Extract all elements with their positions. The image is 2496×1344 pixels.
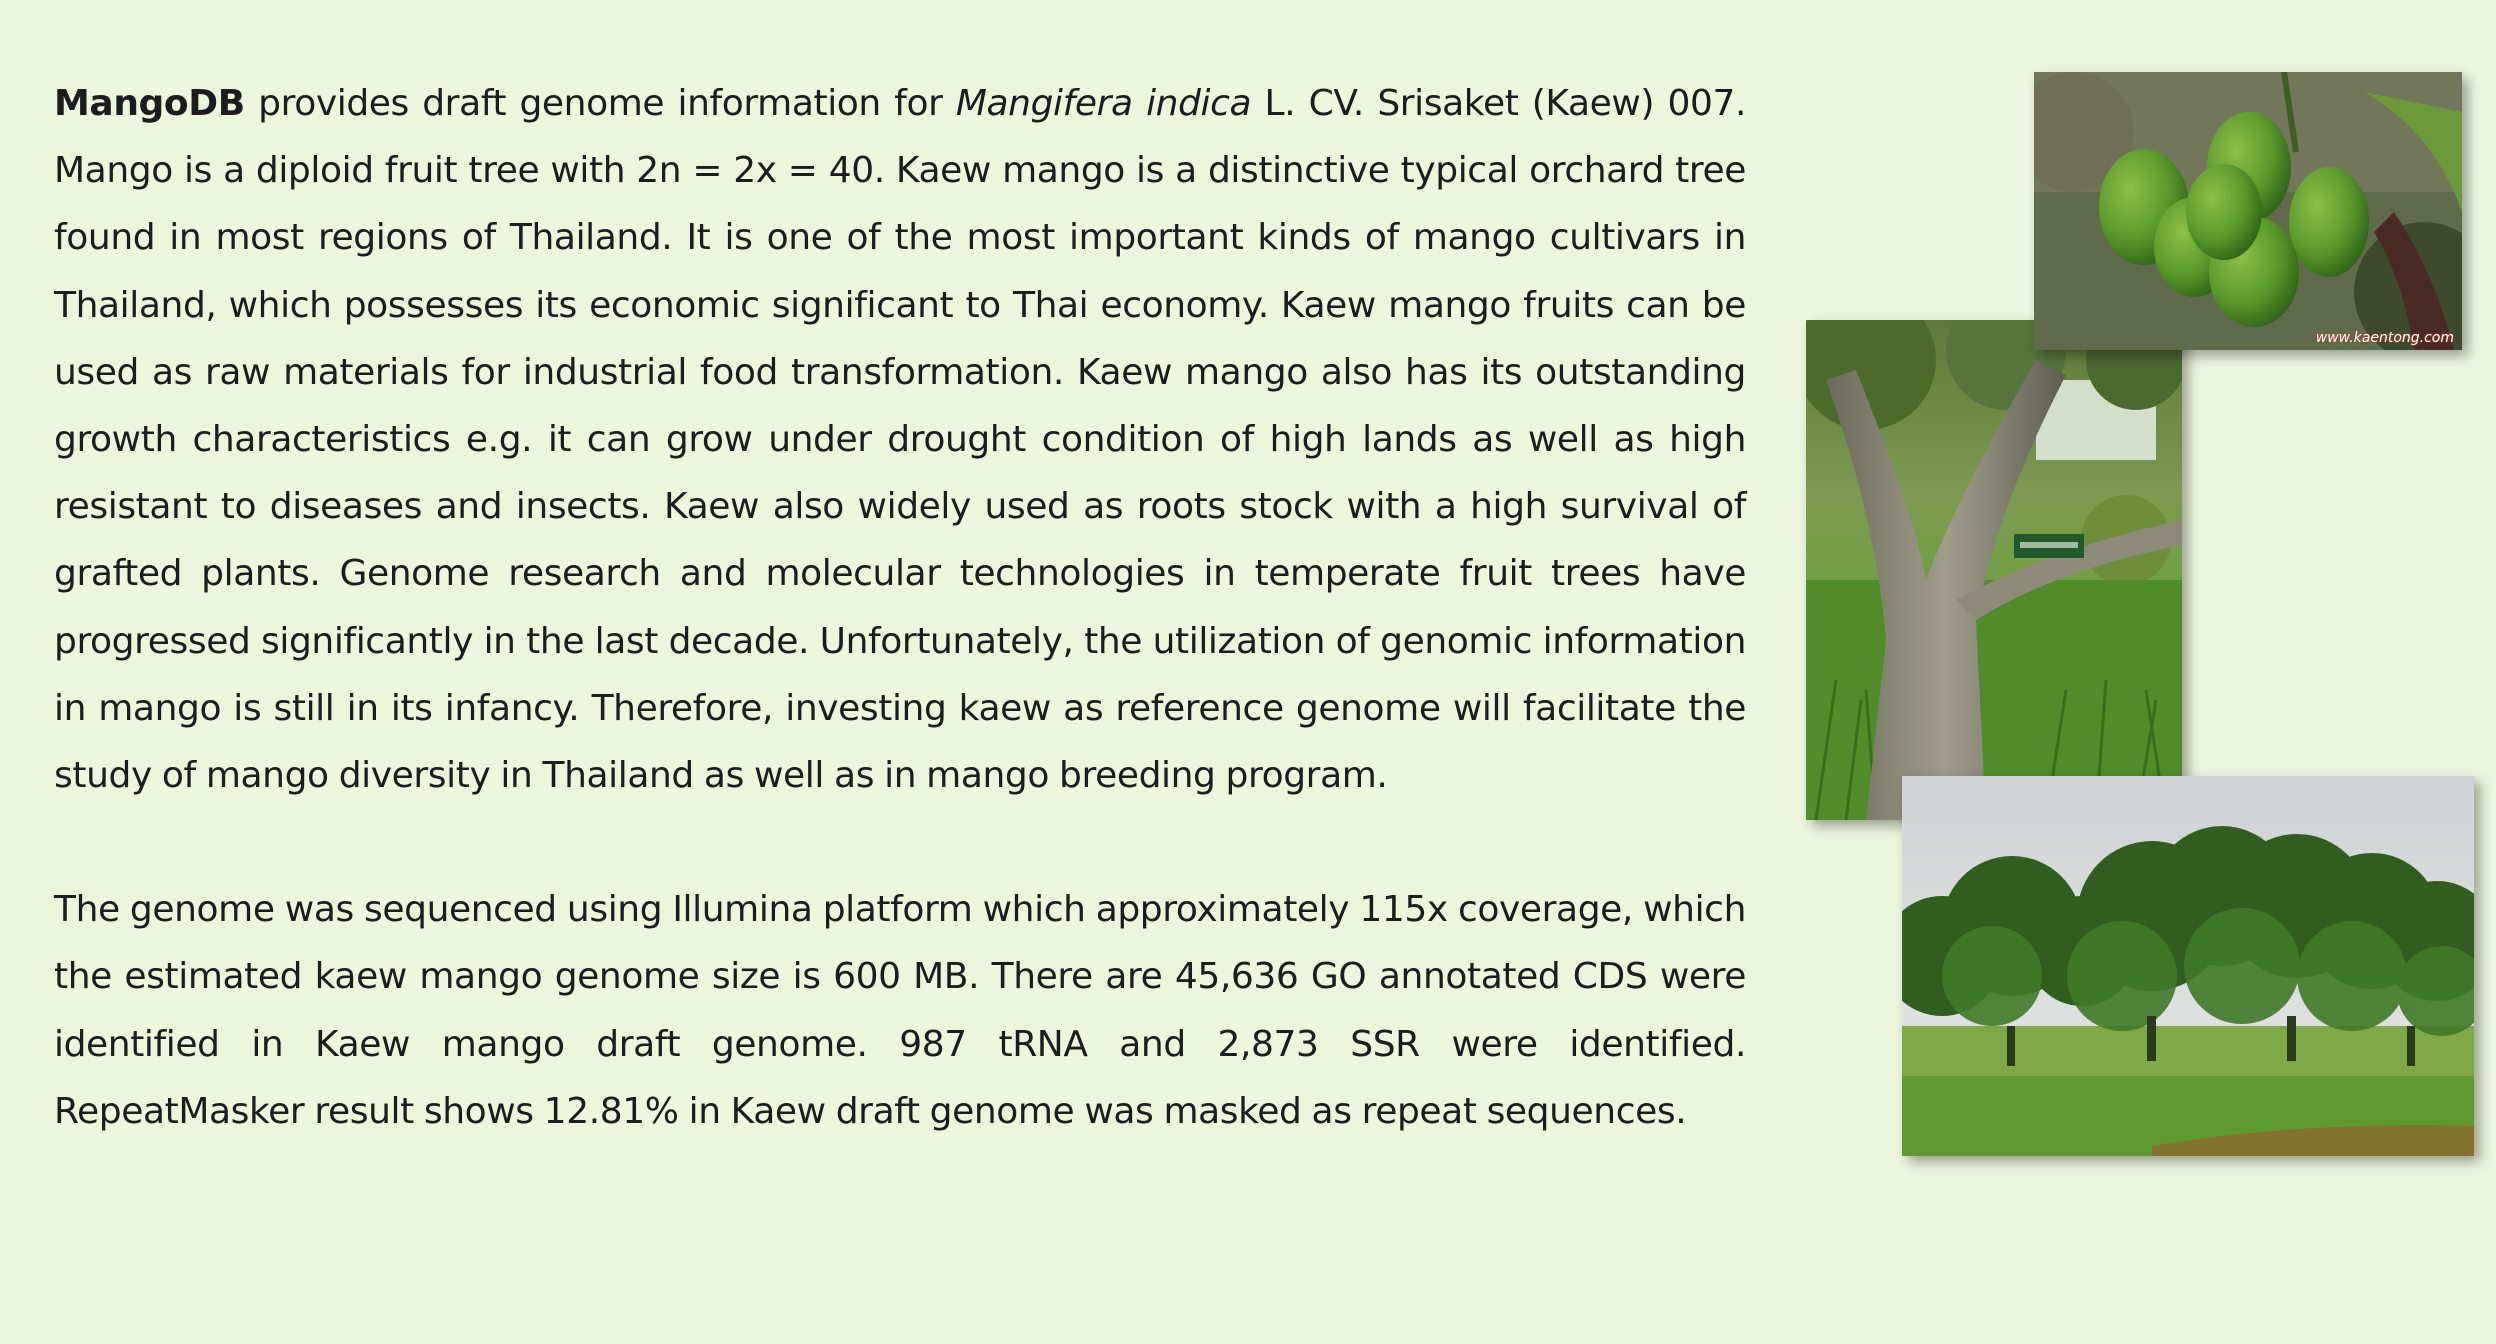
main-content (54, 70, 1746, 1145)
intro-text-1: provides draft genome information for (244, 83, 956, 124)
mango-orchard-photo (1902, 776, 2474, 1156)
brand-name: MangoDB (54, 83, 245, 124)
mango-fruit-photo (2034, 72, 2462, 350)
genome-paragraph: The genome was sequenced using Illumina platform which approximately 115x coverage, which the estimated kaew mango genome size is 600 MB. There are 45,636 GO annotated CDS were identified in Kaew mango draft genome. 987 tRNA and 2,873 SSR were identified. RepeatMasker result shows 12.81% in Kaew draft genome was masked as repeat sequences. (54, 889, 1746, 1132)
intro-paragraph (54, 70, 1746, 809)
photo-watermark: www.kaentong.com (2315, 330, 2454, 346)
mango-tree-photo (1806, 320, 2182, 820)
intro-text-2: L. CV. Srisaket (Kaew) 007. Mango is a diploid fruit tree with 2n = 2x = 40. Kaew mango is a distinctive typical orchard tree found in most regions of Thailand. It is one of the most important kinds of mango cultivars in Thailand, which possesses its economic significant to Thai economy. Kaew mango fruits can be used as raw materials for industrial food transformation. Kaew mango also has its outstanding growth characteristics e.g. it can grow under drought condition of high lands as well as high resistant to diseases and insects. Kaew also widely used as roots stock with a high survival of grafted plants. Genome research and molecular technologies in temperate fruit trees have progressed significantly in the last decade. Unfortunately, the utilization of genomic information in mango is still in its infancy. Therefore, investing kaew as reference genome will facilitate the study of mango diversity in Thailand as well as in mango breeding program. (54, 83, 1746, 797)
species-name: Mangifera indica (955, 83, 1252, 124)
